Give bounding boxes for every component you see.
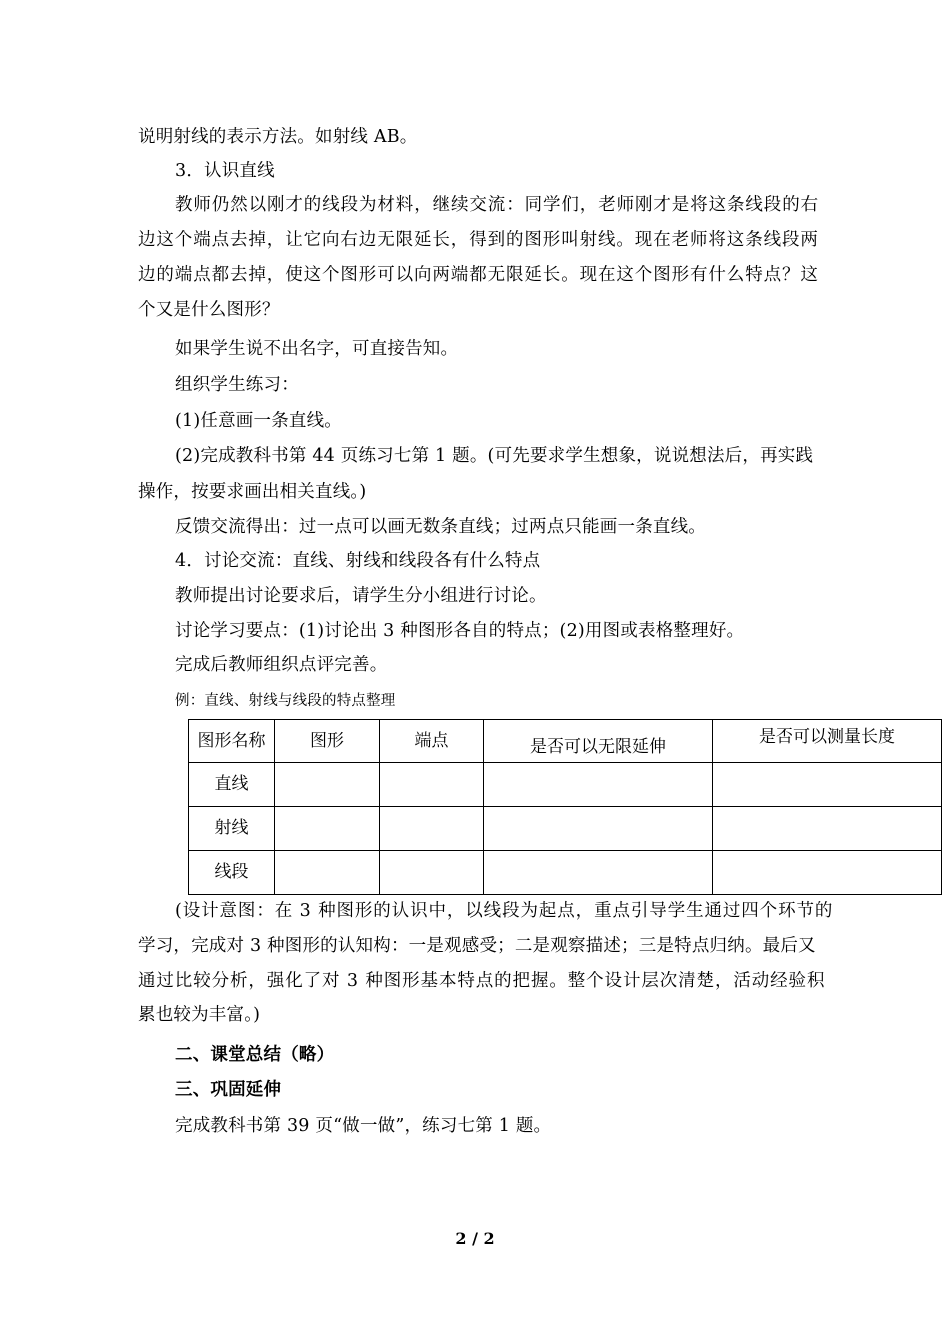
- design-intent-line: 通过比较分析，强化了对 3 种图形基本特点的把握。整个设计层次清楚，活动经验积: [138, 971, 826, 991]
- design-intent-line: 累也较为丰富。): [138, 1005, 261, 1025]
- table-cell: [275, 763, 380, 807]
- table-header-cell: 是否可以测量长度: [713, 720, 942, 763]
- table-cell: [380, 807, 484, 851]
- paragraph-line: 教师提出讨论要求后，请学生分小组进行讨论。: [175, 586, 547, 606]
- table-cell: [713, 763, 942, 807]
- table-cell: [713, 851, 942, 895]
- table-row: [189, 807, 942, 851]
- table-header-cell: 是否可以无限延伸: [484, 720, 713, 763]
- paragraph-line: 个又是什么图形？: [138, 300, 280, 320]
- section-heading-line: 4．讨论交流：直线、射线和线段各有什么特点: [175, 551, 541, 571]
- paragraph-line: 完成教科书第 39 页“做一做”，练习七第 1 题。: [175, 1116, 552, 1136]
- table-cell: 线段: [189, 851, 275, 895]
- exercise-item: (1)任意画一条直线。: [175, 411, 342, 431]
- paragraph-line: 教师仍然以刚才的线段为材料，继续交流：同学们，老师刚才是将这条线段的右: [175, 195, 819, 215]
- table-cell: [713, 807, 942, 851]
- table-cell: [275, 807, 380, 851]
- section-heading-summary: 二、课堂总结（略）: [175, 1045, 335, 1065]
- paragraph-line: 边的端点都去掉，使这个图形可以向两端都无限延长。现在这个图形有什么特点？这: [138, 265, 819, 285]
- table-header-row: [189, 720, 942, 763]
- exercise-item: (2)完成教科书第 44 页练习七第 1 题。(可先要求学生想象，说说想法后，再实践: [175, 446, 814, 466]
- page-number: 2 / 2: [455, 1229, 495, 1248]
- table-cell: [380, 763, 484, 807]
- paragraph-line: 反馈交流得出：过一点可以画无数条直线；过两点只能画一条直线。: [175, 517, 706, 537]
- design-intent-line: (设计意图：在 3 种图形的认识中，以线段为起点，重点引导学生通过四个环节的: [175, 901, 834, 921]
- features-table: [188, 719, 942, 895]
- table-header-cell: 端点: [380, 720, 484, 763]
- table-row: [189, 851, 942, 895]
- table-cell: [275, 851, 380, 895]
- paragraph-line: 讨论学习要点：(1)讨论出 3 种图形各自的特点；(2)用图或表格整理好。: [175, 621, 745, 641]
- paragraph-line: 如果学生说不出名字，可直接告知。: [175, 339, 459, 359]
- table-cell: [380, 851, 484, 895]
- table-cell: [484, 763, 713, 807]
- paragraph-line: 完成后教师组织点评完善。: [175, 655, 388, 675]
- paragraph-line: 操作，按要求画出相关直线。): [138, 482, 367, 502]
- paragraph-ray-notation: 说明射线的表示方法。如射线 AB。: [138, 127, 418, 147]
- table-cell: 射线: [189, 807, 275, 851]
- table-cell: [484, 851, 713, 895]
- table-header-cell: 图形名称: [189, 720, 275, 763]
- table-header-cell: 图形: [275, 720, 380, 763]
- table-row: [189, 763, 942, 807]
- table-cell: [484, 807, 713, 851]
- table-cell: 直线: [189, 763, 275, 807]
- section-heading-extension: 三、巩固延伸: [175, 1080, 282, 1100]
- example-caption: 例：直线、射线与线段的特点整理: [175, 693, 396, 709]
- paragraph-line: 边这个端点去掉，让它向右边无限延长，得到的图形叫射线。现在老师将这条线段两: [138, 230, 819, 250]
- design-intent-line: 学习，完成对 3 种图形的认知构：一是观感受；二是观察描述；三是特点归纳。最后又: [138, 936, 816, 956]
- section-heading-line: 3．认识直线: [175, 161, 275, 181]
- paragraph-line: 组织学生练习：: [175, 375, 299, 395]
